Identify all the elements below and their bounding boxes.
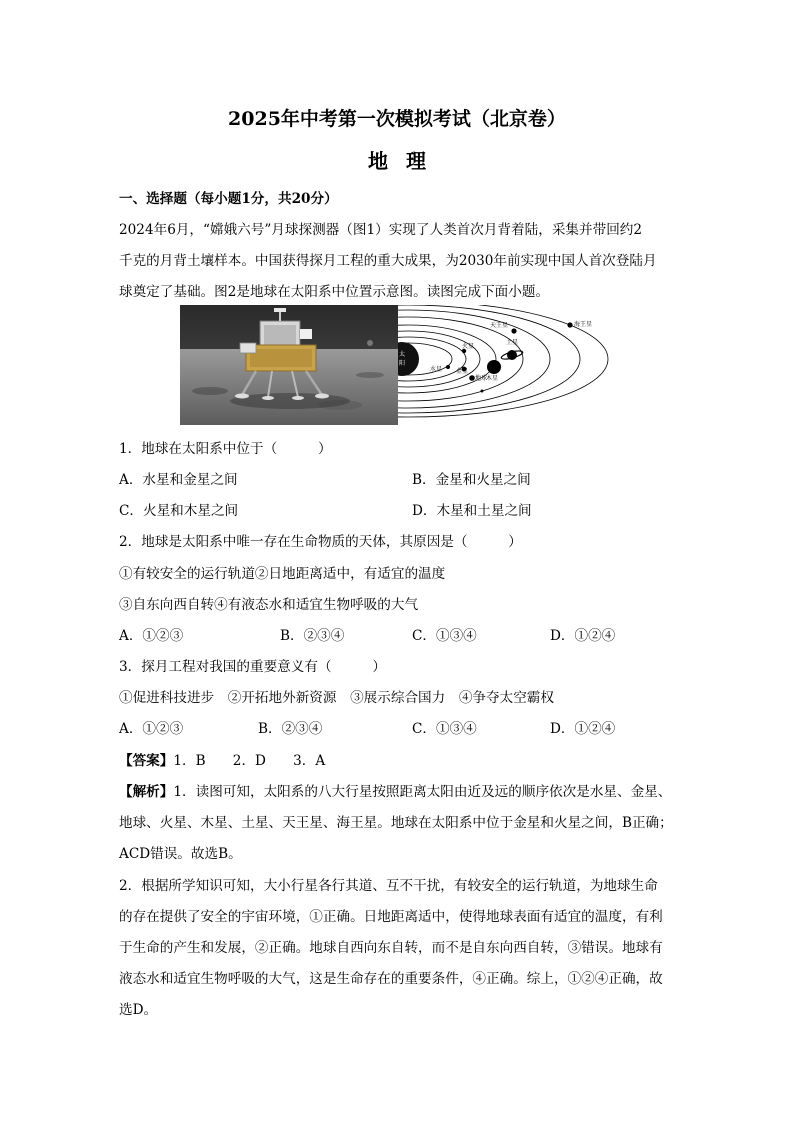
q2-option-c: C．①③④ (412, 628, 477, 644)
q1-option-d: D．木星和土星之间 (412, 503, 532, 519)
saturn-label: 土星 (506, 339, 519, 346)
answer-text: 1．B 2．D 3．A (173, 753, 326, 769)
q3-option-b: B．②③④ (258, 721, 323, 737)
answer-label: 【答案】 (119, 753, 174, 769)
neptune-label: 海王星 (574, 321, 593, 328)
q1-option-a: A．水星和金星之间 (119, 472, 238, 488)
question-1-stem: 1．地球在太阳系中位于（ ） (119, 441, 332, 457)
analysis-label: 【解析】 (119, 784, 174, 800)
figure-row (180, 305, 617, 425)
q3-option-a: A．①②③ (119, 721, 184, 737)
page-title: 2025年中考第一次模拟考试（北京卷） (228, 108, 566, 130)
analysis-text-1: 1．读图可知，太阳系的八大行星按照距离太阳由近及远的顺序依次是水星、金星、 (173, 784, 672, 800)
analysis-line-4: 2．根据所学知识可知，大小行星各行其道、互不干扰，有较安全的运行轨道，为地球生命 (119, 878, 658, 894)
mars-label: 火星 (462, 343, 475, 350)
analysis-line-1 (119, 780, 671, 800)
intro-line-1: 2024年6月，“嫦娥六号”月球探测器（图1）实现了人类首次月背着陆，采集并带回约2 (119, 222, 643, 238)
q3-option-c: C．①③④ (412, 721, 477, 737)
question-3-stem: 3．探月工程对我国的重要意义有（ ） (119, 659, 386, 675)
analysis-line-3: ACD错误。故选B。 (119, 846, 242, 862)
venus-label: 金星 (456, 368, 469, 375)
sun-label: 太 (399, 351, 406, 358)
earth-label: 地球 (475, 375, 488, 382)
q3-statement-1: ①促进科技进步 ②开拓地外新资源 ③展示综合国力 ④争夺太空霸权 (119, 690, 554, 706)
lunar-lander-photo (180, 305, 398, 425)
analysis-line-6: 于生命的产生和发展，②正确。地球自西向东自转，而不是自东向西自转，③错误。地球有 (119, 940, 663, 956)
earth-dot (469, 375, 475, 381)
q2-statement-2: ③自东向西自转④有液态水和适宜生物呼吸的大气 (119, 597, 419, 613)
uranus-label: 天王星 (490, 322, 509, 329)
intro-line-3: 球奠定了基础。图2是地球在太阳系中位置示意图。读图完成下面小题。 (119, 284, 550, 300)
uranus-dot (511, 328, 516, 333)
q1-option-c: C．火星和木星之间 (119, 503, 239, 519)
asteroid-dot (481, 390, 484, 393)
analysis-line-8: 选D。 (119, 1002, 158, 1018)
analysis-line-2: 地球、火星、木星、土星、天王星、海王星。地球在太阳系中位于金星和火星之间，B正确； (119, 815, 673, 831)
analysis-line-5: 的存在提供了安全的宇宙环境，①正确。日地距离适中，使得地球表面有适宜的温度，有利 (119, 909, 663, 925)
q3-option-d: D．①②④ (550, 721, 616, 737)
neptune-dot (567, 322, 572, 327)
jupiter-label: 木星 (486, 375, 499, 382)
analysis-line-7: 液态水和适宜生物呼吸的大气，这是生命存在的重要条件，④正确。综上，①②④正确，故 (119, 971, 663, 987)
svg-text:阳: 阳 (399, 360, 406, 367)
section-heading: 一、选择题（每小题1分，共20分） (119, 191, 338, 207)
q2-option-d: D．①②④ (550, 628, 616, 644)
subject-title: 地理 (368, 149, 444, 173)
q2-option-b: B．②③④ (280, 628, 345, 644)
q2-option-a: A．①②③ (119, 628, 184, 644)
intro-line-2: 千克的月背土壤样本。中国获得探月工程的重大成果，为2030年前实现中国人首次登陆月 (119, 253, 657, 269)
q1-option-b: B．金星和火星之间 (412, 472, 531, 488)
mercury-label: 水星 (430, 366, 443, 373)
answer-line (119, 749, 325, 769)
question-2-stem: 2．地球是太阳系中唯一存在生命物质的天体，其原因是（ ） (119, 534, 522, 550)
solar-system-diagram (398, 305, 617, 425)
q2-statement-1: ①有较安全的运行轨道②日地距离适中，有适宜的温度 (119, 566, 446, 582)
jupiter-dot (487, 360, 501, 374)
mercury-dot (446, 365, 450, 369)
